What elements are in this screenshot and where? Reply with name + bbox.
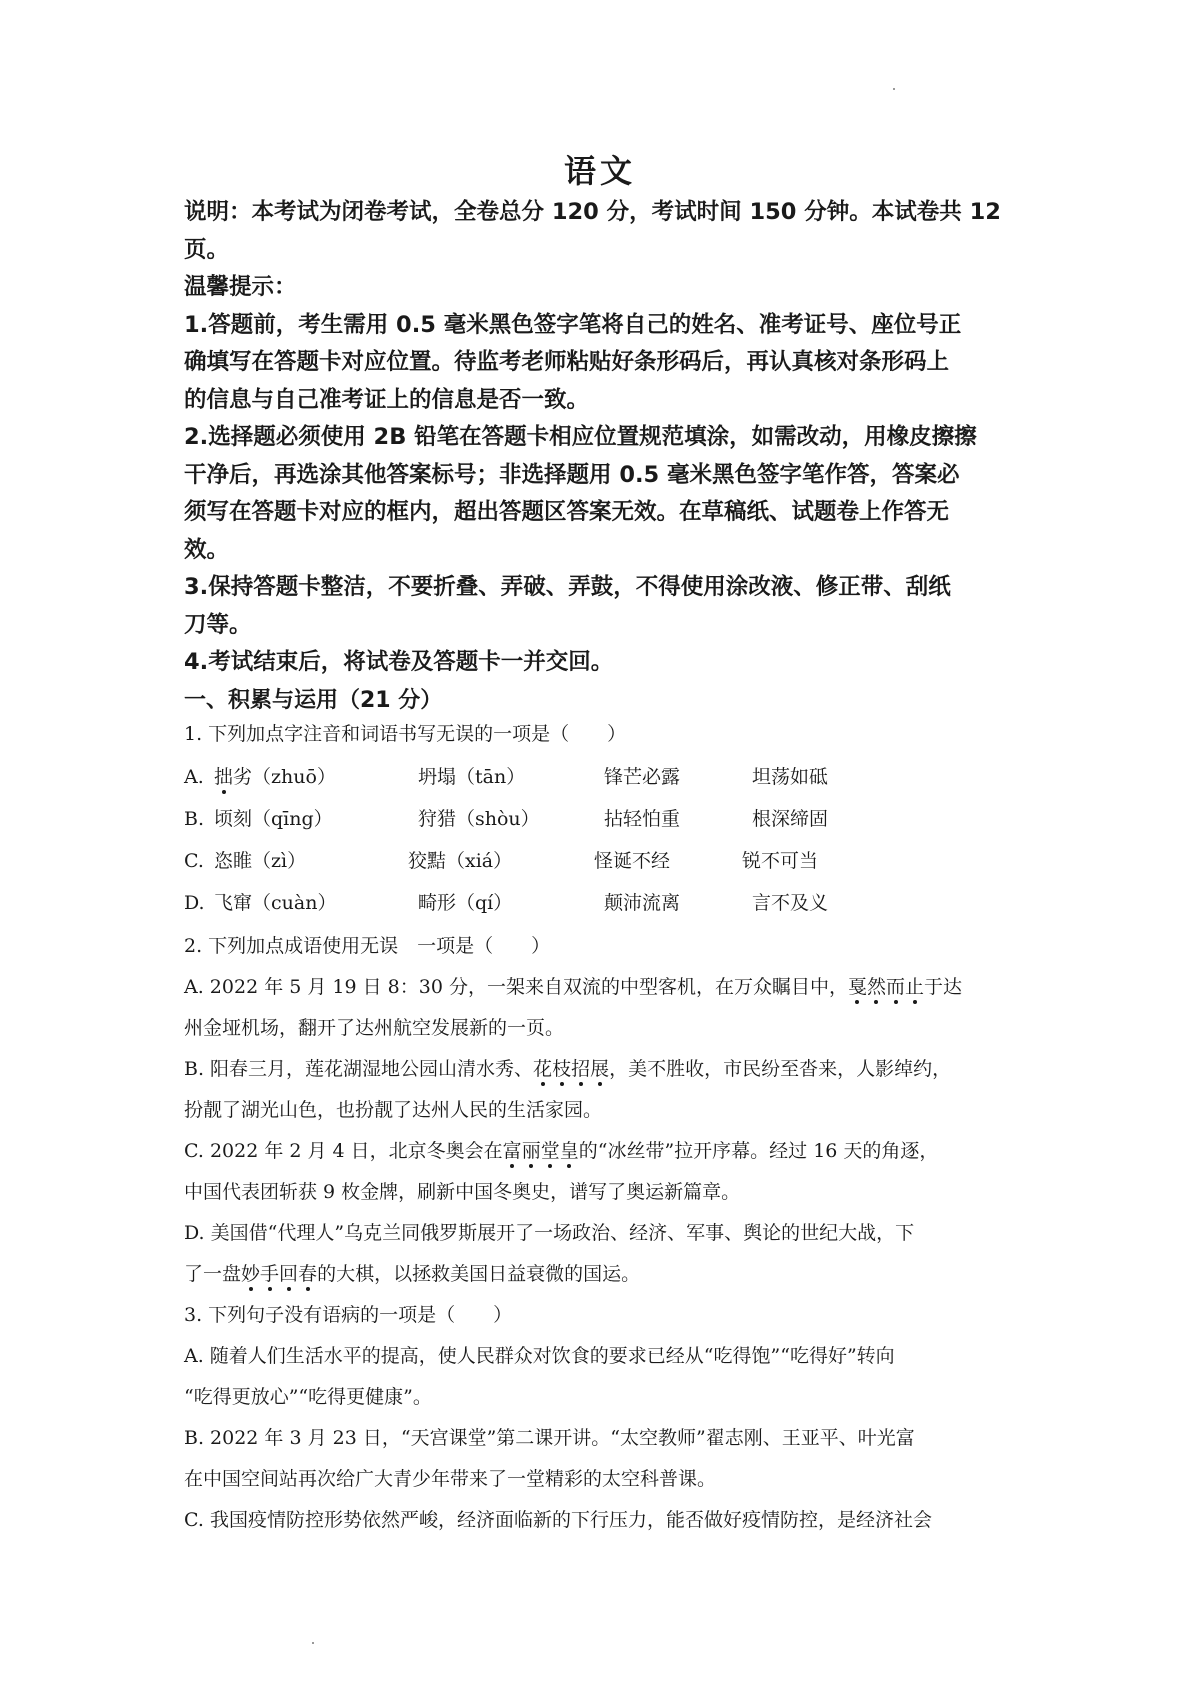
option-word: 狡黠（xiá） bbox=[408, 850, 513, 872]
option-text: B. 阳春三月，莲花湖湿地公园山清水秀、 bbox=[184, 1058, 534, 1080]
option-text: 的“冰丝带”拉开序幕。经过 16 天的角逐， bbox=[578, 1140, 939, 1162]
option-word: 颠沛流离 bbox=[604, 892, 681, 914]
instruction-line: 确填写在答题卡对应位置。待监考老师粘贴好条形码后，再认真核对条形码上 bbox=[184, 349, 950, 375]
dotted-char: 止 bbox=[905, 976, 925, 998]
q2-option-b bbox=[184, 1049, 1024, 1090]
dotted-idiom bbox=[533, 1058, 609, 1080]
q2-option-d: D. 美国借“代理人”乌克兰同俄罗斯展开了一场政治、经济、军事、舆论的世纪大战，下 bbox=[184, 1222, 915, 1244]
option-text: 于达 bbox=[924, 976, 963, 998]
exam-instructions bbox=[184, 194, 1024, 682]
option-word: 顷刻（qīng） bbox=[214, 808, 333, 830]
dotted-char: 春 bbox=[298, 1263, 318, 1285]
dotted-char: 手 bbox=[260, 1263, 280, 1285]
section-heading: 一、积累与运用（21 分） bbox=[184, 688, 443, 713]
q2-option-c bbox=[184, 1131, 1024, 1172]
dotted-char: 皇 bbox=[559, 1140, 579, 1162]
dotted-char: 而 bbox=[886, 976, 906, 998]
q2-option-c-cont: 中国代表团斩获 9 枚金牌，刷新中国冬奥史，谱写了奥运新篇章。 bbox=[184, 1181, 741, 1203]
instruction-line: 说明：本考试为闭卷考试，全卷总分 120 分，考试时间 150 分钟。本试卷共 12 bbox=[184, 199, 1001, 225]
q2-option-d-cont bbox=[184, 1254, 1024, 1295]
instruction-line: 刀等。 bbox=[184, 611, 252, 638]
question-1 bbox=[184, 714, 1024, 755]
q3-line: A. 随着人们生活水平的提高，使人民群众对饮食的要求已经从“吃得饱”“吃得好”转向 bbox=[184, 1345, 895, 1367]
option-text: 了一盘 bbox=[184, 1263, 242, 1285]
instruction-line: 温馨提示： bbox=[184, 274, 297, 300]
question-stem: 2. 下列加点成语使用无误 一项是（ ） bbox=[184, 935, 551, 957]
dotted-idiom bbox=[848, 976, 924, 998]
option-text: ，美不胜收，市民纷至沓来，人影绰约， bbox=[609, 1058, 952, 1080]
option-text: 的大棋，以拯救美国日益衰微的国运。 bbox=[317, 1263, 641, 1285]
instruction-line: 2.选择题必须使用 2B 铅笔在答题卡相应位置规范填涂，如需改动，用橡皮擦擦 bbox=[184, 424, 977, 450]
q1-option-a bbox=[184, 762, 1024, 792]
q3-line: 在中国空间站再次给广大青少年带来了一堂精彩的太空科普课。 bbox=[184, 1468, 717, 1490]
question-3-stem: 3. 下列句子没有语病的一项是（ ） bbox=[184, 1304, 513, 1326]
question-stem: 1. 下列加点字注音和词语书写无误的一项是（ ） bbox=[184, 723, 627, 745]
option-word: 坍塌（tān） bbox=[418, 766, 526, 788]
option-word: 拈轻怕重 bbox=[604, 808, 681, 830]
dotted-char: 枝 bbox=[552, 1058, 572, 1080]
dotted-idiom bbox=[503, 1140, 579, 1162]
option-word-rest: 劣（zhuō） bbox=[233, 766, 336, 788]
option-text: A. 2022 年 5 月 19 日 8：30 分，一架来自双流的中型客机，在万众瞩目中， bbox=[184, 976, 848, 998]
instruction-line: 效。 bbox=[184, 536, 230, 563]
q3-line: C. 我国疫情防控形势依然严峻，经济面临新的下行压力，能否做好疫情防控，是经济社会 bbox=[184, 1509, 932, 1531]
q2-option-a bbox=[184, 967, 1024, 1008]
option-word: 坦荡如砥 bbox=[752, 766, 829, 788]
option-word: 根深缔固 bbox=[752, 808, 829, 830]
dotted-char: 堂 bbox=[540, 1140, 560, 1162]
q2-option-b-cont: 扮靓了湖光山色，也扮靓了达州人民的生活家园。 bbox=[184, 1099, 603, 1121]
dotted-char: 展 bbox=[590, 1058, 610, 1080]
option-letter: C. bbox=[184, 850, 204, 872]
q1-option-d bbox=[184, 888, 1024, 918]
dotted-char: 回 bbox=[279, 1263, 299, 1285]
option-word: 怪诞不经 bbox=[594, 850, 671, 872]
q3-line: “吃得更放心”“吃得更健康”。 bbox=[184, 1386, 432, 1408]
option-word: 言不及义 bbox=[752, 892, 829, 914]
scan-speck bbox=[312, 1642, 314, 1644]
option-word: 飞窜（cuàn） bbox=[214, 892, 337, 914]
q1-option-c bbox=[184, 846, 1024, 876]
question-2 bbox=[184, 926, 1024, 1541]
dotted-char: 花 bbox=[533, 1058, 553, 1080]
dotted-idiom bbox=[241, 1263, 317, 1285]
option-text: C. 2022 年 2 月 4 日，北京冬奥会在 bbox=[184, 1140, 503, 1162]
instruction-line: 须写在答题卡对应的框内，超出答题区答案无效。在草稿纸、试题卷上作答无 bbox=[184, 499, 950, 525]
option-letter: A. bbox=[184, 766, 204, 788]
option-word: 锋芒必露 bbox=[604, 766, 681, 788]
dotted-char: 富 bbox=[502, 1140, 522, 1162]
dotted-char: 戛 bbox=[847, 976, 867, 998]
dotted-char: 妙 bbox=[241, 1263, 261, 1285]
option-word: 畸形（qí） bbox=[418, 892, 513, 914]
instruction-line: 的信息与自己准考证上的信息是否一致。 bbox=[184, 386, 590, 413]
instruction-line: 3.保持答题卡整洁，不要折叠、弄破、弄鼓，不得使用涂改液、修正带、刮纸 bbox=[184, 574, 951, 600]
instruction-line: 4.考试结束后，将试卷及答题卡一并交回。 bbox=[184, 649, 614, 675]
instruction-line: 页。 bbox=[184, 236, 230, 263]
q2-option-a-cont: 州金垭机场，翻开了达州航空发展新的一页。 bbox=[184, 1017, 565, 1039]
dotted-char: 招 bbox=[571, 1058, 591, 1080]
dotted-char: 丽 bbox=[521, 1140, 541, 1162]
dotted-char: 然 bbox=[866, 976, 886, 998]
page-title: 语文 bbox=[563, 152, 636, 190]
q1-option-b bbox=[184, 804, 1024, 834]
dotted-char: 拙 bbox=[214, 766, 234, 788]
option-letter: D. bbox=[184, 892, 205, 914]
option-word bbox=[214, 762, 336, 792]
scan-speck bbox=[893, 88, 895, 90]
option-letter: B. bbox=[184, 808, 205, 830]
instruction-line: 1.答题前，考生需用 0.5 毫米黑色签字笔将自己的姓名、准考证号、座位号正 bbox=[184, 311, 962, 338]
option-word: 锐不可当 bbox=[742, 850, 819, 872]
option-word: 狩猎（shòu） bbox=[418, 808, 540, 830]
option-word: 恣睢（zì） bbox=[214, 850, 307, 872]
q3-line: B. 2022 年 3 月 23 日，“天宫课堂”第二课开讲。“太空教师”翟志刚、王亚平、叶光富 bbox=[184, 1427, 915, 1449]
instruction-line: 干净后，再选涂其他答案标号；非选择题用 0.5 毫米黑色签字笔作答，答案必 bbox=[184, 461, 960, 488]
